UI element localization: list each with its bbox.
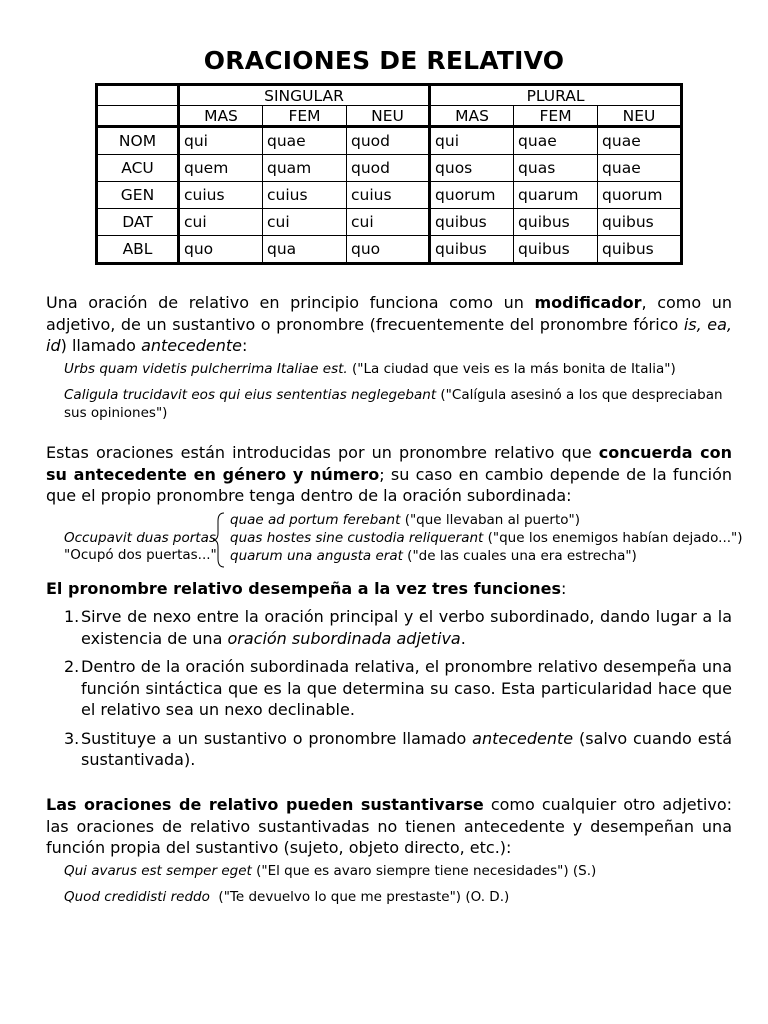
table-cell: quam xyxy=(263,155,347,182)
translation-text: ("La ciudad que veis es la más bonita de Italia") xyxy=(347,361,676,377)
table-row xyxy=(97,182,682,209)
list-item xyxy=(48,728,732,771)
table-cell: quibus xyxy=(430,209,514,236)
text-run: (salvo cuando está sustantivada). xyxy=(81,728,732,769)
table-row xyxy=(97,155,682,182)
case-label: GEN xyxy=(97,182,179,209)
table-cell: quorum xyxy=(430,182,514,209)
table-cell: cui xyxy=(179,209,263,236)
text-run: ; su caso en cambio depende de la función que el propio pronombre tenga dentro de la oración subordinada: xyxy=(46,464,732,505)
list-number: 3. xyxy=(64,728,80,748)
case-label: DAT xyxy=(97,209,179,236)
corner-cell xyxy=(97,85,179,106)
list-item xyxy=(48,656,732,721)
italic-term: is, ea, id xyxy=(46,314,732,355)
heading-colon: : xyxy=(561,579,567,598)
list-number: 1. xyxy=(64,607,80,626)
heading-text: El pronombre relativo desempeña a la vez tres funciones xyxy=(46,579,562,598)
table-cell: quem xyxy=(179,155,263,182)
bold-term: Las oraciones de relativo pueden sustantivarse xyxy=(46,795,484,814)
gender-header: MAS xyxy=(430,106,514,127)
table-cell: quibus xyxy=(514,236,598,264)
list-number: 2. xyxy=(64,657,80,676)
table-cell: quibus xyxy=(514,209,598,236)
table-cell: quod xyxy=(347,127,430,155)
table-cell: quorum xyxy=(598,182,682,209)
example-sentence xyxy=(64,386,734,422)
latin-text: quarum una angusta erat xyxy=(230,548,403,564)
latin-text: Qui avarus est semper eget xyxy=(64,863,252,879)
gender-header: NEU xyxy=(347,106,430,127)
table-row xyxy=(97,209,682,236)
functions-list xyxy=(48,606,732,778)
text-run: : xyxy=(242,336,248,355)
translation-text: ("que los enemigos habían dejado...") xyxy=(483,530,743,546)
table-cell: quibus xyxy=(430,236,514,264)
table-cell: cui xyxy=(263,209,347,236)
table-cell: cuius xyxy=(347,182,430,209)
table-cell: quas xyxy=(514,155,598,182)
table-cell: qui xyxy=(179,127,263,155)
latin-text: Quod credidisti reddo xyxy=(64,889,210,905)
translation-text: ("Calígula asesinó a los que despreciaban sus opiniones") xyxy=(64,387,723,421)
table-row xyxy=(97,236,682,264)
table-cell: quae xyxy=(514,127,598,155)
example-sentence xyxy=(64,888,734,906)
brace-left-translation: "Ocupó dos puertas..." xyxy=(64,547,217,563)
latin-text: quas hostes sine custodia reliquerant xyxy=(230,530,484,546)
text-run: Estas oraciones están introducidas por un pronombre relativo que xyxy=(46,443,599,462)
functions-heading xyxy=(46,579,732,598)
list-item xyxy=(48,606,732,649)
latin-text: Urbs quam videtis pulcherrima Italiae est. xyxy=(64,361,348,377)
text-run: Sustituye a un sustantivo o pronombre llamado xyxy=(81,728,473,748)
table-cell: cuius xyxy=(263,182,347,209)
italic-term: oración subordinada adjetiva xyxy=(227,628,461,648)
substantivized-paragraph xyxy=(46,794,732,859)
translation-text: ("Te devuelvo lo que me prestaste") (O. D.) xyxy=(209,889,510,905)
example-sentence xyxy=(64,360,734,378)
latin-text: Caligula trucidavit eos qui eius sententias neglegebant xyxy=(64,387,437,403)
table-cell: qui xyxy=(430,127,514,155)
table-row xyxy=(97,127,682,155)
table-cell: quo xyxy=(347,236,430,264)
table-cell: quae xyxy=(263,127,347,155)
table-cell: quod xyxy=(347,155,430,182)
text-run: . xyxy=(460,628,466,648)
text-run: , como un adjetivo, de un sustantivo o pronombre (frecuentemente del pronombre fórico xyxy=(46,293,733,334)
case-label: ABL xyxy=(97,236,179,264)
gender-header: MAS xyxy=(179,106,263,127)
curly-brace-icon xyxy=(212,511,226,569)
italic-term: antecedente xyxy=(141,336,243,355)
table-cell: quibus xyxy=(598,236,682,264)
intro-paragraph xyxy=(46,292,732,357)
table-cell: quarum xyxy=(514,182,598,209)
brace-item xyxy=(230,511,580,529)
case-label: ACU xyxy=(97,155,179,182)
table-cell: quo xyxy=(179,236,263,264)
corner-cell-lower xyxy=(97,106,179,127)
table-cell: quae xyxy=(598,155,682,182)
text-run: ) llamado xyxy=(60,336,142,355)
translation-text: ("El que es avaro siempre tiene necesidades") (S.) xyxy=(251,863,597,879)
bold-term: modificador xyxy=(534,293,642,312)
table-cell: quibus xyxy=(598,209,682,236)
brace-item xyxy=(230,547,637,565)
latin-text: quae ad portum ferebant xyxy=(230,512,401,528)
table-cell: quos xyxy=(430,155,514,182)
text-run: Dentro de la oración subordinada relativa, el pronombre relativo desempeña una función sintáctica que es la que determina su caso. Esta particularidad hace que el relativo sea un nexo declinable. xyxy=(81,657,732,719)
page-title: ORACIONES DE RELATIVO xyxy=(203,46,565,75)
table-cell: cui xyxy=(347,209,430,236)
text-run: como cualquier otro adjetivo: las oraciones de relativo sustantivadas no tienen antecedente y desempeñan una función propia del sustantivo (sujeto, objeto directo, etc.): xyxy=(46,795,732,857)
example-sentence xyxy=(64,862,734,880)
group-header-singular: SINGULAR xyxy=(179,85,430,106)
text-run: Sirve de nexo entre la oración principal y el verbo subordinado, dando lugar a la existencia de una xyxy=(81,607,732,648)
agreement-paragraph xyxy=(46,442,732,507)
relative-pronoun-table xyxy=(95,83,683,265)
brace-example xyxy=(64,511,744,569)
gender-header: FEM xyxy=(263,106,347,127)
brace-item xyxy=(230,529,743,547)
text-run: Una oración de relativo en principio funciona como un xyxy=(46,293,535,312)
brace-left-latin: Occupavit duas portas xyxy=(64,530,216,546)
gender-header: NEU xyxy=(598,106,682,127)
gender-header: FEM xyxy=(514,106,598,127)
translation-text: ("que llevaban al puerto") xyxy=(400,512,580,528)
table-cell: quae xyxy=(598,127,682,155)
italic-term: antecedente xyxy=(472,728,574,748)
translation-text: ("de las cuales una era estrecha") xyxy=(402,548,637,564)
table-cell: cuius xyxy=(179,182,263,209)
table-cell: qua xyxy=(263,236,347,264)
bold-term: concuerda con su antecedente en género y número xyxy=(46,443,733,484)
group-header-plural: PLURAL xyxy=(430,85,682,106)
case-label: NOM xyxy=(97,127,179,155)
